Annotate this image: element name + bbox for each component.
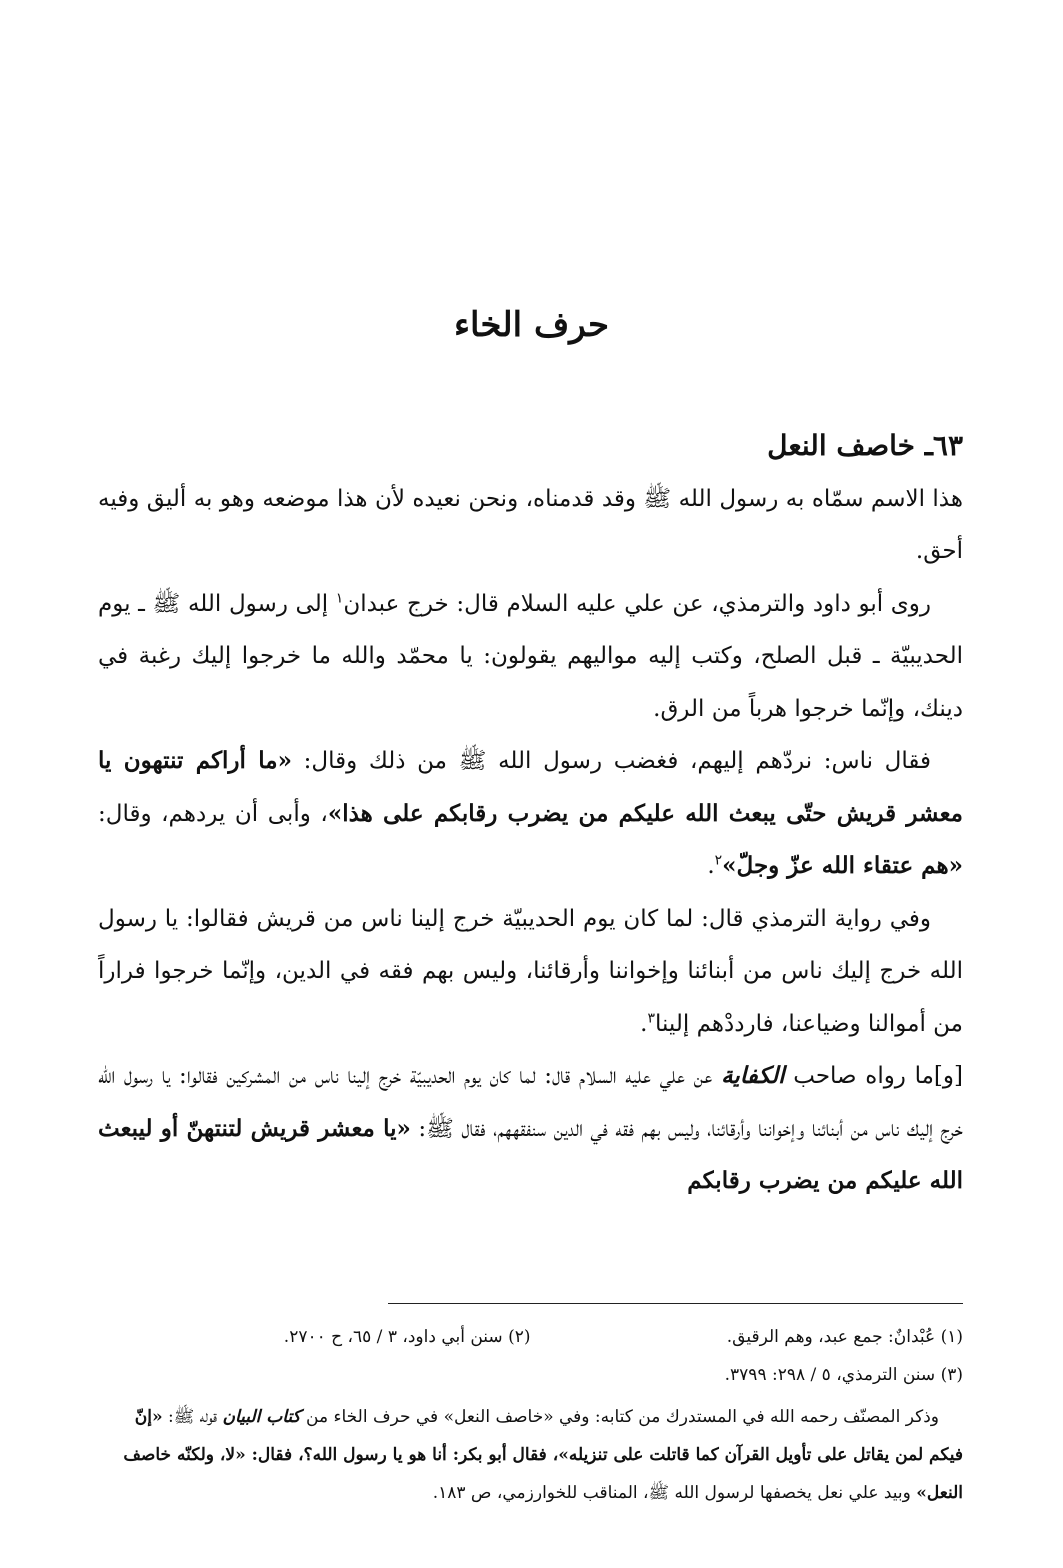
- footnote-row: [98, 1318, 963, 1356]
- paragraph-text: روى أبو داود والترمذي، عن علي عليه السلام قال: خرج عبدان: [343, 590, 932, 617]
- chapter-title: حرف الخاء: [454, 305, 609, 345]
- section-heading: ٦٣ـ خاصف النعل: [767, 429, 963, 462]
- paragraph-text: فقال ناس: نردّهم إليهم، فغضب رسول الله ﷺ من ذلك وقال:: [291, 748, 931, 774]
- paragraph-text: .: [707, 853, 715, 879]
- paragraph-response: [98, 735, 963, 893]
- footnote-1: (١) عُبْدانٌ: جمع عبد، وهم الرقيق.: [726, 1327, 963, 1347]
- prophet-quote: «ما أراكم تنتهون يا معشر قريش حتّى يبعث الله عليكم من يضرب رقابكم على هذا»: [98, 747, 963, 827]
- prophet-quote: «هم عتقاء الله عزّ وجلّ»: [722, 852, 963, 879]
- paragraph-intro: [98, 473, 963, 578]
- paragraph-text: عن علي عليه السلام قال: لما كان يوم الحديبيّة خرج إلينا ناس من المشركين فقالوا: يا رسول الله خرج إليك ناس من أبنائنا وإخواننا وأرقائنا، وليس بهم فقه في الدين سنفقههم، فقال ﷺ:: [98, 1063, 964, 1142]
- editor-note-text: [98, 1398, 963, 1512]
- paragraph-text: .: [640, 1010, 648, 1037]
- prophet-quote: «يا معشر قريش لتنتهنّ أو ليبعث الله عليكم من يضرب رقابكم: [98, 1114, 963, 1194]
- footnote-ref-1[interactable]: ١: [335, 589, 344, 606]
- paragraph-text: [و]ما رواه صاحب: [784, 1063, 963, 1089]
- paragraph-text: ، وأبى أن يردهم، وقال:: [98, 800, 328, 827]
- note-text: وذكر المصنّف رحمه الله في المستدرك من كتابه: وفي «خاصف النعل» في حرف الخاء من: [300, 1407, 939, 1427]
- footnote-2: (٢) سنن أبي داود، ٣ / ٦٥، ح ٢٧٠٠.: [283, 1327, 531, 1347]
- note-text: وبيد علي نعل يخصفها لرسول الله ﷺ، المناقب للخوارزمي، ص ١٨٣.: [432, 1483, 917, 1503]
- footnote-3: (٣) سنن الترمذي، ٥ / ٢٩٨: ٣٧٩٩.: [724, 1365, 963, 1385]
- paragraph-text: وفي رواية الترمذي قال: لما كان يوم الحديبيّة خرج إلينا ناس من قريش فقالوا: يا رسول الله خرج إليك ناس من أبنائنا وإخواننا وأرقائنا، وليس بهم فقه في الدين، وإنّما خرجوا فراراً من أموالنا وضياعنا، فارددْهم إلينا: [98, 905, 963, 1037]
- footnotes: [98, 1318, 963, 1512]
- note-book-title: كتاب البيان: [222, 1407, 301, 1427]
- note-text: قوله ﷺ:: [162, 1407, 223, 1427]
- paragraph-text: هذا الاسم سمّاه به رسول الله ﷺ وقد قدمناه، ونحن نعيده لأن هذا موضعه وهو به أليق وفيه أحق.: [98, 485, 963, 564]
- paragraph-abu-dawud: [98, 578, 963, 736]
- paragraph-text: إلى رسول الله ﷺ ـ يوم الحديبيّة ـ قبل الصلح، وكتب إليه مواليهم يقولون: يا محمّد والله ما خرجوا إليك رغبة في دينك، وإنّما خرجوا هرباً من الرق.: [98, 590, 963, 722]
- footnote-divider: [388, 1303, 963, 1304]
- footnote-ref-3[interactable]: ٣: [647, 1009, 655, 1026]
- paragraph-tirmidhi: [98, 893, 963, 1051]
- editor-note: [98, 1398, 963, 1512]
- main-text: [98, 420, 963, 1208]
- note-quote: «إنّ فيكم لمن يقاتل على تأويل القرآن كما قاتلت على تنزيله»، فقال أبو بكر: أنا هو يا رسول الله؟، فقال: «لا، ولكنّه خاصف النعل»: [123, 1407, 963, 1503]
- paragraph-kifaya: [98, 1050, 963, 1208]
- footnote-ref-2[interactable]: ٢: [714, 852, 723, 869]
- book-title: الكفاية: [721, 1062, 785, 1089]
